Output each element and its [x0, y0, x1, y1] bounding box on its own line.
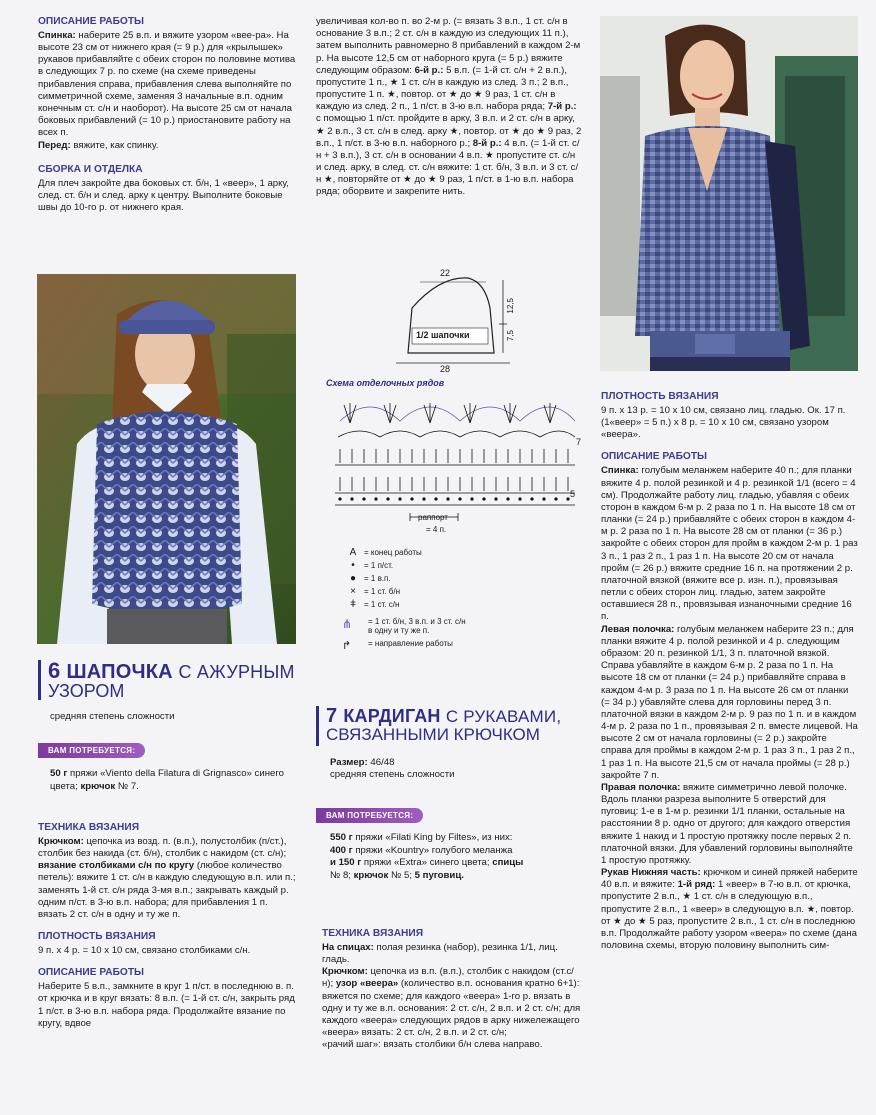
- col2-top-text: увеличивая кол-во п. во 2-м р. (= вязать 3 в.п., 1 ст. с/н в основание 3 в.п.; 2 ст. с/н в каждую из следующих 11 п.), затем выполнить равномерно 8 прибавлений в каждом 2-м р. На высоте 12,5 см от наборного круга (= 5 р.) вяжите следующим образом: 6-й р.: 5 в.п. (= 1-й ст. с/н + 2 в.п.), пропустите 1 п., ★ 1 ст. с/н в каждую из след. 3 п.; 2 в.п., пропустите 1 п. ★, повтор. от ★ до ★ 9 раз, 1 ст. с/н в каждую из след. 2 п., 1 п/ст. в 3-ю в.п. набора ряда; 7-й р.: с помощью 1 п/ст. пройдите в арку, 3 в.п. и 2 ст. с/н в арку, ★ 2 в.п., 3 ст. с/н в след. арку ★, повтор. от ★ до ★ 9 раз, 2 в.п., 1 п/ст. в 3-ю в.п. наборного р.; 8-й р.: 4 в.п. (= 1-й ст. с/н + 3 в.п.), 3 ст. с/н в основании 4 в.п. ★ пропустите ст. с/н и след. арку, в след. ст. с/н вяжите: 1 ст. б/н, 3 в.п. и 3 ст. с/н ★, повторяйте от ★ до ★ 9 раз, 1 п/ст. в 1-ю в.п. набора ряда; оборвите и закрепите нить.: [316, 16, 582, 198]
- scheme-title: Схема отделочных рядов: [326, 378, 445, 388]
- model7-title-bar: [316, 706, 319, 746]
- model7-need-badge: ВАМ ПОТРЕБУЕТСЯ:: [316, 808, 423, 823]
- scheme-row5: 5: [570, 489, 576, 499]
- model7-materials: 550 г пряжи «Filati King by Filtes», из них: 400 г пряжи «Kountry» голубого меланжа и 150 г пряжи «Extra» синего цвета; спицы № 8; крючок № 5; 5 пуговиц.: [330, 832, 524, 881]
- legend-item: ● = 1 в.п.: [349, 573, 391, 584]
- model7-crab-stitch: «рачий шаг»: вязать столбики б/н слева направо.: [322, 1039, 543, 1051]
- model6-heading-work: ОПИСАНИЕ РАБОТЫ: [38, 967, 145, 979]
- direction-arrow-icon: ↱: [342, 640, 352, 652]
- model6-difficulty: средняя степень сложности: [50, 711, 175, 722]
- dim-h2: 7,5: [506, 330, 515, 342]
- back-text: наберите 25 в.п. и вяжите узором «вее-ра». На высоте 23 см от нижнего края (= 9 р.) для «крылышек» рукавов прибавляйте с обеих сторон по половине мотива в следующих 7 р. по схеме (на схеме приведены прибавления справа, прибавления слева выполняйте по симметричной схеме, заменяя 3 начальные в.п. одним конечным ст. с/н и наоборот). На высоте 25 см от начала боковых прибавлений (= 10 р.) приостановите работу на всех п.: [38, 29, 296, 139]
- model6-heading-tech: ТЕХНИКА ВЯЗАНИЯ: [38, 822, 140, 833]
- legend-item: × = 1 ст. б/н: [350, 586, 401, 597]
- hat-diagram: [390, 268, 520, 373]
- col3-text: ПЛОТНОСТЬ ВЯЗАНИЯ 9 п. х 13 р. = 10 х 10 см, связано лиц. гладью. Ок. 17 п. (1«веер» = 5 п.) х 8 р. = 10 х 10 см, связано узором «веера». ОПИСАНИЕ РАБОТЫ Спинка: голубым меланжем наберите 40 п.; для планки вяжите 4 р. полой резинкой и 4 р. резинкой 1/1 (всего = 4 см). Продолжайте работу лиц. гладью, убавляя с обеих сторон в каждом 6-м р. 2 раза по 1 п. На высоте 18 см от планки (= 24 р.) прибавляйте с обеих сторон в каждом 4-м р. 2 раза по 1 п. На высоте 28 см от планки (= 36 р.) закройте с обеих сторон для пройм в каждом 2-м р. 1 раз 3 п., 1 раз 2 п., 1 раз 1 п. На высоте 20 см от начала пройм (= 26 р.) вяжите средние 16 п. на протяжении 2 р. платочной вязкой (вяжите все р. изн. п.), провязывая петли с обеих сторон лиц. гладью, затем закройте оставшиеся 28 п., провязывая изнаночными средние 16 п. Левая полочка: голубым меланжем наберите 23 п.; для планки вяжите 4 р. полой резинкой и 4 р. следующим образом: 20 п. резинкой 1/1, 3 п. платочной вязкой. Справа убавляйте в каждом 6-м р. 2 раза по 1 п. На высоте 18 см от планки (= 24 р.) прибавляйте справа в каждом 4-м р. 3 раза по 1 п. На высоте 26 см от планки (= 34 р.) убавляйте слева для горловины перед 3 п. платочной вязки в каждом 2-м р. 9 раз по 1 п. и в каждом 4-м р. 2 раза по 1 п., провязывая 2 п. вместе лицевой. На высоте 2 см от начала горловины (= 2 р.) закройте справа для проймы в каждом 2-м р. 1 раз 3 п., 1 раз 2 п., 1 раз 1 п. На высоте 21,5 см от начала проймы (= 28 р.) закройте 7 п. Правая полочка: вяжите симметрично левой полочке. Вдоль планки разреза выполните 5 отверстий для пуговиц: 1-е в 1-м р. резинки 1/1 планки, остальные на расстоянии 8 р. одно от другого; для каждого отверстия вяжите 1 накид и 1 простую протяжку после первых 2 п. платочной вязки. Для убавлений горловины выполняйте 1 простую протяжку. Рукав Нижняя часть: крючком и синей пряжей наберите 40 в.п. и вяжите: 1-й ряд: 1 «веер» в 7-ю в.п. от крючка, пропустите 2 в.п., ★ 1 ст. с/н в следующую в.п., пропустите 2 в.п., 1 «веер» в следующую в.п. ★, повтор. от ★ до ★ 5 раз, пропустите 2 в.п., 1 ст. с/н в последнюю в.п. Продолжайте работу узором «веера» по схеме (дана половина схемы, вторую половину выполнить сим-: [601, 391, 858, 952]
- model7-number: 7: [326, 705, 338, 727]
- fan-icon: ⋔: [342, 617, 353, 631]
- col3-heading-density: ПЛОТНОСТЬ ВЯЗАНИЯ: [601, 391, 719, 402]
- model6-technique: ТЕХНИКА ВЯЗАНИЯ Крючком: цепочка из возд. п. (в.п.), полустолбик (п/ст.), столбик без накида (ст. б/н), столбик с накидом (ст. с/н); вязание столбиками с/н по кругу (любое количество петель): вяжите 1 ст. с/н в каждую следующую в.п. или п.; заменять 1-й ст. с/н ряда 3-мя в.п.; закрывать каждый р. одним п/ст. в 3-ю в.п. набора; для прибавления 1 п. вязать 2 ст. с/н в одну и ту же п. ПЛОТНОСТЬ ВЯЗАНИЯ 9 п. х 4 р. = 10 х 10 см, связано столбиками с/н. ОПИСАНИЕ РАБОТЫ Наберите 5 в.п., замкните в круг 1 п/ст. в последнюю в. п. от крючка и в круг вязать: 8 в.п. (= 1-й ст. с/н, закрыть ряд 1 п/ст. в 3-ю в.п. набора ряда. Продолжайте вязание по кругу, вдвое: [38, 822, 296, 1029]
- dim-h1: 12,5: [506, 298, 515, 314]
- heading-assembly: СБОРКА И ОТДЕЛКА: [38, 163, 143, 175]
- scheme-rapport: раппорт: [418, 513, 448, 522]
- model7-title-c: СВЯЗАННЫМИ КРЮЧКОМ: [326, 725, 540, 744]
- photo-hat-vest-illustration: [37, 274, 296, 644]
- model7-technique: ТЕХНИКА ВЯЗАНИЯ На спицах: полая резинка (набор), резинка 1/1, лиц. гладь. Крючком: цепочка из в.п. (в.п.), столбик с накидом (ст.с/н); узор «веера» (количество в.п. основания кратно 6+1): вяжется по схеме; для каждого «веера» 1-го р. вязать в одну и ту же в.п. основания: 2 ст. с/н, 2 в.п. и 2 ст. с/н; для каждого «веера» следующих рядов в арку нижележащего «веера» вязать: 2 ст. с/н, 2 в.п. и 2 ст. с/н; «рачий шаг»: вязать столбики б/н слева направо.: [322, 928, 581, 1051]
- model6-number: 6: [48, 658, 61, 683]
- back-lead: Спинка:: [38, 29, 76, 41]
- model6-need-badge: ВАМ ПОТРЕБУЕТСЯ:: [38, 743, 145, 758]
- legend-fan-b: в одну и ту же п.: [368, 626, 430, 635]
- legend-item: ǂ = 1 ст. с/н: [350, 599, 400, 610]
- model7-difficulty: средняя степень сложности: [330, 769, 455, 781]
- model6-title-b: С АЖУРНЫМ: [178, 662, 295, 682]
- photo-cardigan: [600, 16, 858, 371]
- model6-materials: 50 г пряжи «Viento della Filatura di Grignasco» синего цвета; крючок № 7.: [50, 768, 284, 792]
- photo-cardigan-illustration: [600, 16, 858, 371]
- model7-title: [326, 706, 586, 744]
- legend-direction: = направление работы: [368, 639, 453, 648]
- front-text: вяжите, как спинку.: [70, 139, 159, 151]
- dim-top: 22: [440, 268, 451, 278]
- model7-title-b: С РУКАВАМИ,: [445, 707, 562, 726]
- legend-item: A = конец работы: [349, 547, 422, 558]
- col3-heading-work: ОПИСАНИЕ РАБОТЫ: [601, 451, 708, 463]
- col3-density: 9 п. х 13 р. = 10 х 10 см, связано лиц. гладью. Ок. 17 п. (1«веер» = 5 п.) х 8 р. = 10 х 10 см, связано узором «веера».: [601, 404, 846, 441]
- col1-top-text: [38, 16, 296, 214]
- model7-size: Размер: 46/48 средняя степень сложности: [330, 757, 580, 781]
- diagram-label: 1/2 шапочки: [416, 330, 470, 340]
- model6-heading-density: ПЛОТНОСТЬ ВЯЗАНИЯ: [38, 931, 156, 943]
- model6-density: 9 п. х 4 р. = 10 х 10 см, связано столбиками с/н.: [38, 945, 251, 957]
- scheme-row7: 7: [576, 437, 582, 447]
- heading-work: ОПИСАНИЕ РАБОТЫ: [38, 16, 145, 27]
- scheme-rapport-n: = 4 п.: [426, 525, 447, 534]
- model7-title-a: КАРДИГАН: [343, 706, 441, 726]
- model6-title: [48, 660, 298, 701]
- legend: [342, 546, 582, 652]
- legend-fan-a: = 1 ст. б/н, 3 в.п. и 3 ст. с/н: [368, 617, 466, 626]
- model6-title-c: УЗОРОМ: [48, 681, 125, 701]
- model6-title-bar: [38, 660, 41, 700]
- model6-work: Наберите 5 в.п., замкните в круг 1 п/ст. в последнюю в. п. от крючка и в круг вязать: 8 в.п. (= 1-й ст. с/н, закрыть ряд 1 п/ст. в 3-ю в.п. набора ряда. Продолжайте вязание по кругу, вдвое: [38, 981, 295, 1029]
- model6-title-a: ШАПОЧКА: [66, 661, 173, 683]
- legend-item: • = 1 п/ст.: [351, 560, 394, 571]
- photo-hat-vest: [37, 274, 296, 644]
- assembly-text: Для плеч закройте два боковых ст. б/н, 1 «веер», 1 арку, след. ст. б/н и след. арку к центру. Выполните боковые швы до 10-го р. от нижнего края.: [38, 177, 289, 213]
- front-lead: Перед:: [38, 139, 71, 151]
- dim-bottom: 28: [440, 364, 451, 374]
- stitch-scheme: [330, 393, 582, 543]
- model7-heading-tech: ТЕХНИКА ВЯЗАНИЯ: [322, 928, 424, 939]
